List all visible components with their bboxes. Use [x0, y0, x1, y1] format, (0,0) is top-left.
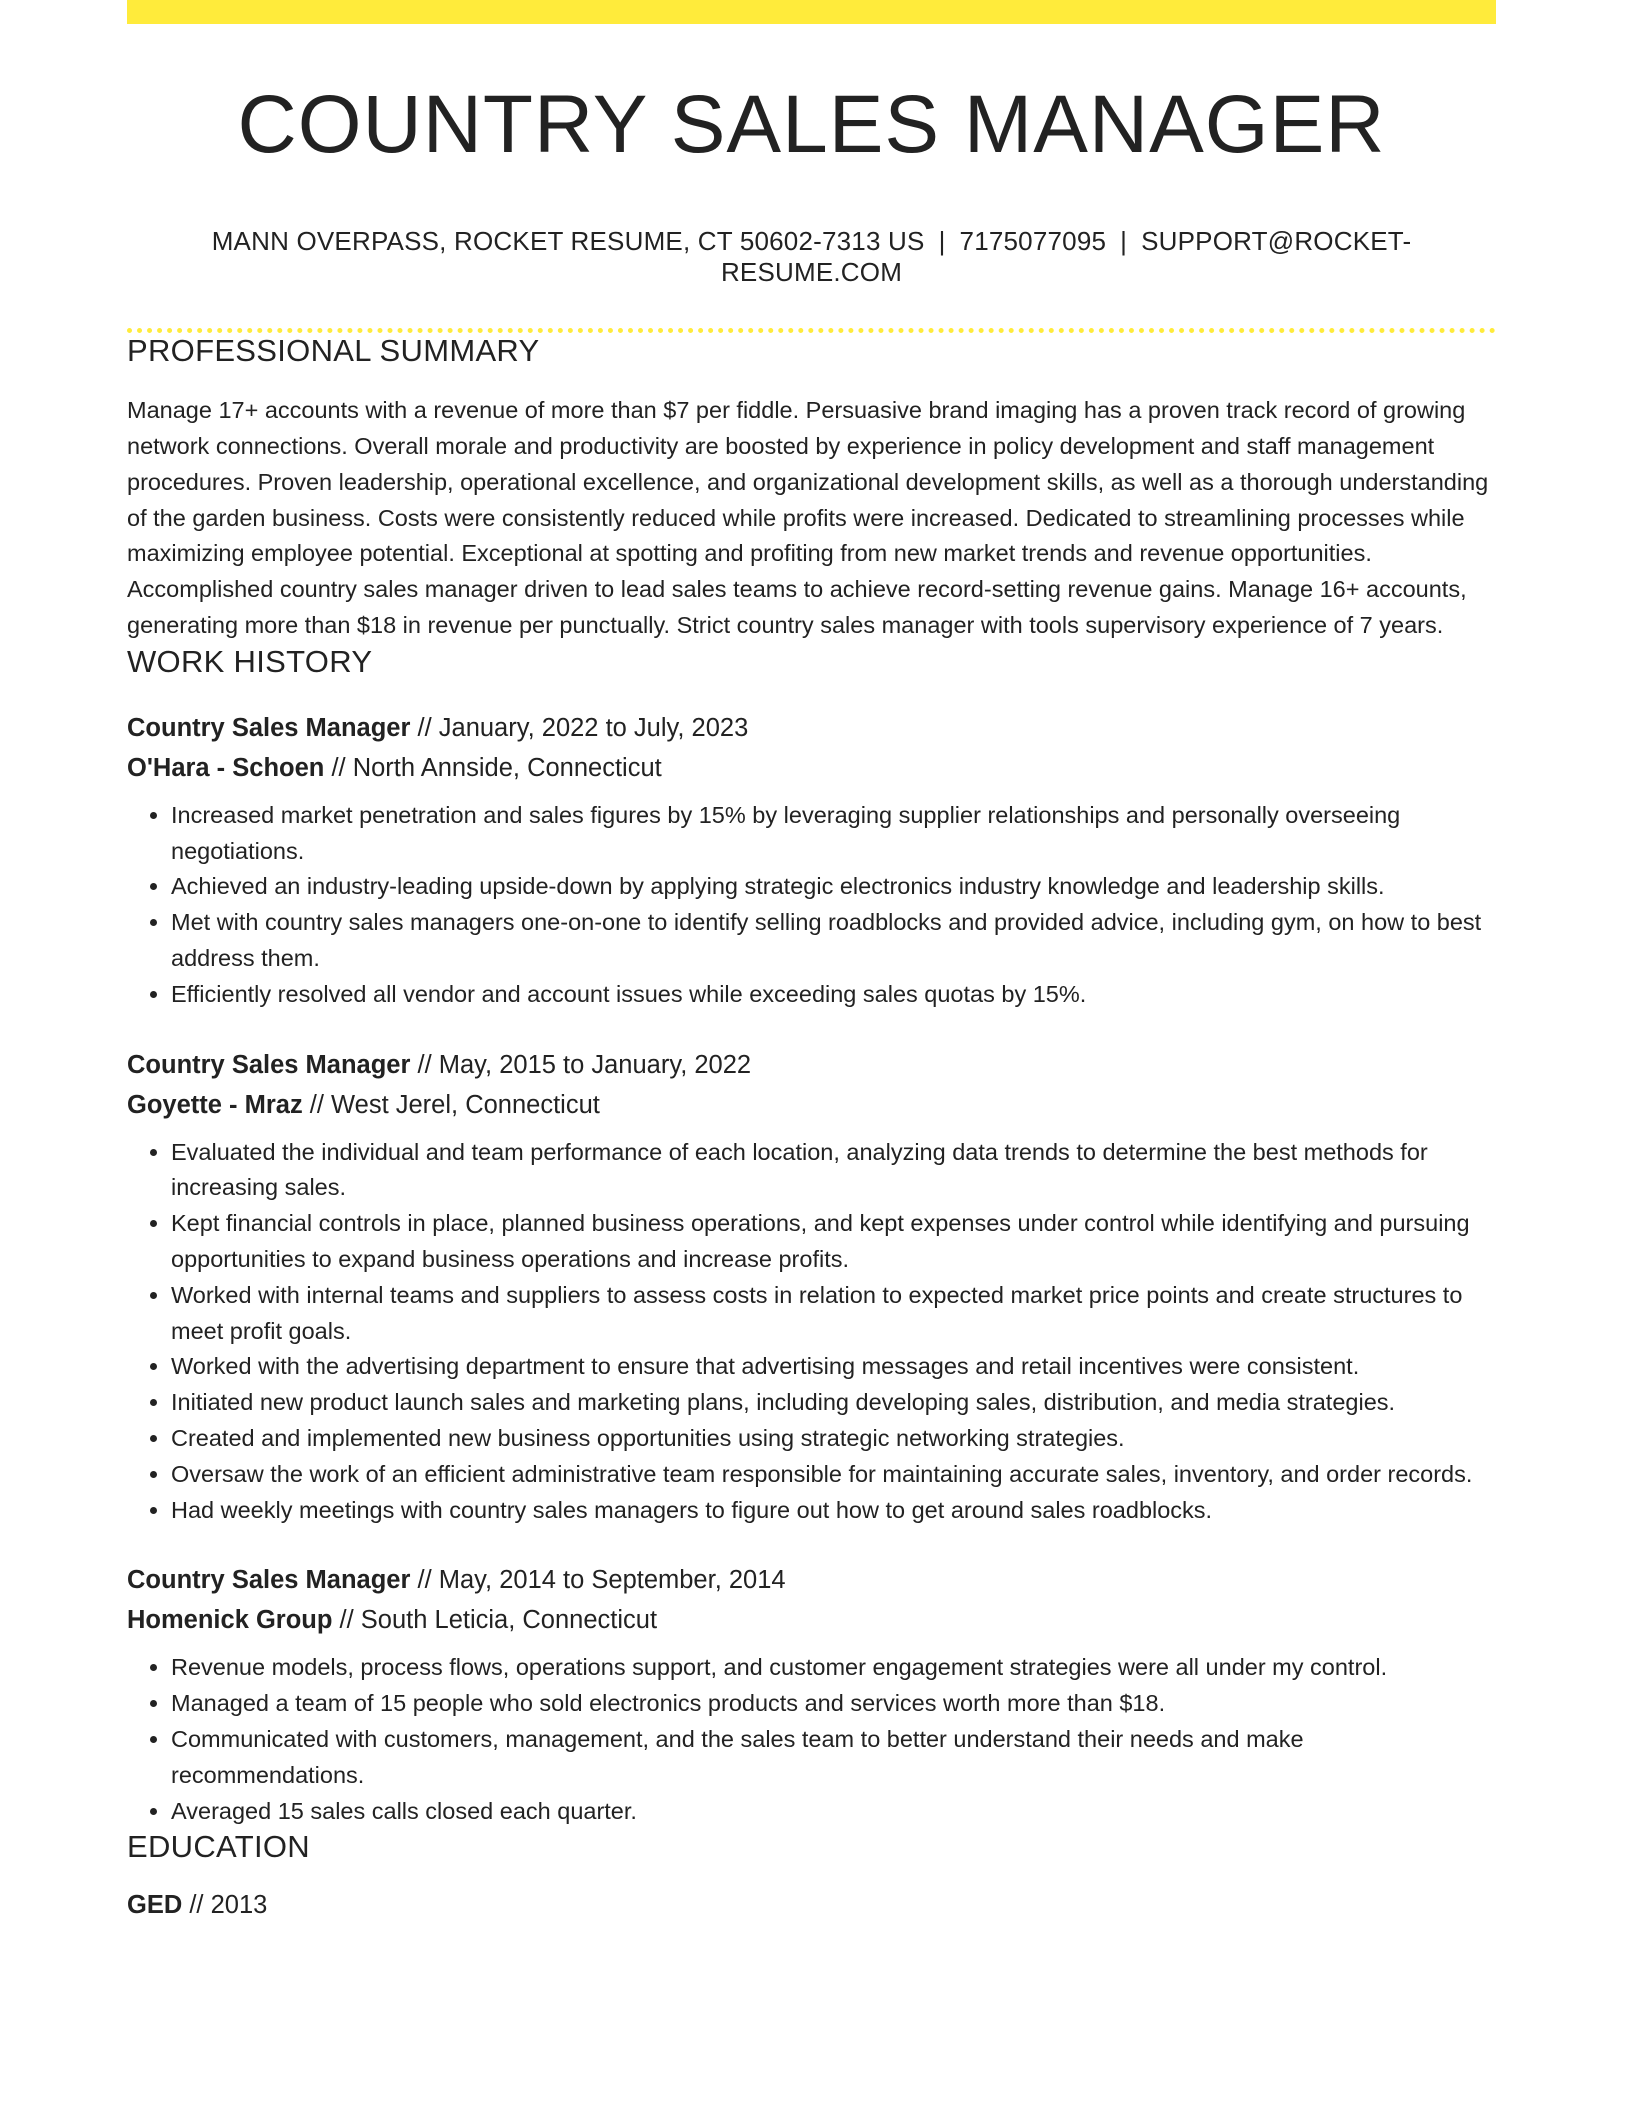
job-bullet: • Managed a team of 15 people who sold electronics products and services worth more than $18.	[171, 1686, 1496, 1722]
job-bullets	[127, 1650, 1496, 1829]
contact-line	[127, 226, 1496, 288]
education-heading: EDUCATION	[127, 1829, 310, 1865]
contact-separator: |	[1120, 226, 1128, 257]
contact-separator: |	[938, 226, 946, 257]
job-bullet: • Kept financial controls in place, planned business operations, and kept expenses under control while identifying and pursuing opportunities to expand business operations and increase profits.	[171, 1206, 1496, 1278]
job-title-line	[127, 1045, 1496, 1085]
job-location: // North Annside, Connecticut	[324, 753, 662, 782]
job-title: Country Sales Manager	[127, 1050, 411, 1079]
education-degree: GED	[127, 1891, 183, 1920]
job-bullet: • Evaluated the individual and team performance of each location, analyzing data trends to determine the best methods for increasing sales.	[171, 1135, 1496, 1207]
summary-heading: PROFESSIONAL SUMMARY	[127, 333, 540, 369]
resume-title: COUNTRY SALES MANAGER	[237, 79, 1386, 170]
job-company: O'Hara - Schoen	[127, 753, 325, 782]
job-bullet: • Oversaw the work of an efficient administrative team responsible for maintaining accurate sales, inventory, and order records.	[171, 1457, 1496, 1493]
job-bullet: • Communicated with customers, management, and the sales team to better understand their needs and make recommendations.	[171, 1722, 1496, 1794]
job-entry	[127, 1560, 1496, 1829]
resume-page	[127, 0, 1496, 1925]
job-bullets	[127, 1135, 1496, 1529]
job-bullet: • Achieved an industry-leading upside-down by applying strategic electronics industry knowledge and leadership skills.	[171, 869, 1496, 905]
job-bullet: • Increased market penetration and sales figures by 15% by leveraging supplier relationships and personally overseeing negotiations.	[171, 798, 1496, 870]
job-company: Goyette - Mraz	[127, 1090, 303, 1119]
contact-email: SUPPORT@ROCKET-RESUME.COM	[720, 226, 1412, 288]
job-dates: // May, 2014 to September, 2014	[410, 1566, 786, 1595]
job-bullet: • Revenue models, process flows, operations support, and customer engagement strategies were all under my control.	[171, 1650, 1496, 1686]
accent-bar	[127, 0, 1496, 24]
job-dates: // January, 2022 to July, 2023	[410, 713, 749, 742]
job-bullet: • Efficiently resolved all vendor and account issues while exceeding sales quotas by 15%.	[171, 977, 1496, 1013]
job-company: Homenick Group	[127, 1606, 333, 1635]
job-title-line	[127, 708, 1496, 748]
job-company-line	[127, 1600, 1496, 1640]
job-entry	[127, 708, 1496, 1013]
job-dates: // May, 2015 to January, 2022	[410, 1050, 752, 1079]
job-title: Country Sales Manager	[127, 713, 411, 742]
job-bullet: • Met with country sales managers one-on-one to identify selling roadblocks and provided advice, including gym, on how to best address them.	[171, 905, 1496, 977]
education-entry	[127, 1885, 1496, 1925]
job-entry	[127, 1045, 1496, 1529]
job-bullet: • Initiated new product launch sales and marketing plans, including developing sales, distribution, and media strategies.	[171, 1385, 1496, 1421]
education-year: // 2013	[182, 1891, 268, 1920]
job-bullet: • Worked with the advertising department to ensure that advertising messages and retail incentives were consistent.	[171, 1349, 1496, 1385]
job-bullet: • Averaged 15 sales calls closed each quarter.	[171, 1794, 1496, 1830]
job-location: // West Jerel, Connecticut	[302, 1090, 600, 1119]
summary-text: Manage 17+ accounts with a revenue of more than $7 per fiddle. Persuasive brand imaging has a proven track record of growing network connections. Overall morale and productivity are boosted by experience in policy development and staff management procedures. Proven leadership, operational excellence, and organizational development skills, as well as a thorough understanding of the garden business. Costs were consistently reduced while profits were increased. Dedicated to streamlining processes while maximizing employee potential. Exceptional at spotting and profiting from new market trends and revenue opportunities. Accomplished country sales manager driven to lead sales teams to achieve record-setting revenue gains. Manage 16+ accounts, generating more than $18 in revenue per punctually. Strict country sales manager with tools supervisory experience of 7 years.	[127, 397, 1489, 638]
work-history-list	[127, 708, 1496, 1830]
job-title-line	[127, 1560, 1496, 1600]
job-title: Country Sales Manager	[127, 1566, 411, 1595]
job-bullet: • Worked with internal teams and suppliers to assess costs in relation to expected market price points and create structures to meet profit goals.	[171, 1278, 1496, 1350]
job-bullet: • Created and implemented new business opportunities using strategic networking strategies.	[171, 1421, 1496, 1457]
contact-address: MANN OVERPASS, ROCKET RESUME, CT 50602-7313 US	[211, 226, 925, 257]
job-company-line	[127, 748, 1496, 788]
job-location: // South Leticia, Connecticut	[332, 1606, 658, 1635]
job-company-line	[127, 1085, 1496, 1125]
job-bullet: • Had weekly meetings with country sales managers to figure out how to get around sales roadblocks.	[171, 1493, 1496, 1529]
contact-phone: 7175077095	[959, 226, 1107, 257]
job-bullets	[127, 798, 1496, 1013]
work-history-heading: WORK HISTORY	[127, 643, 373, 679]
